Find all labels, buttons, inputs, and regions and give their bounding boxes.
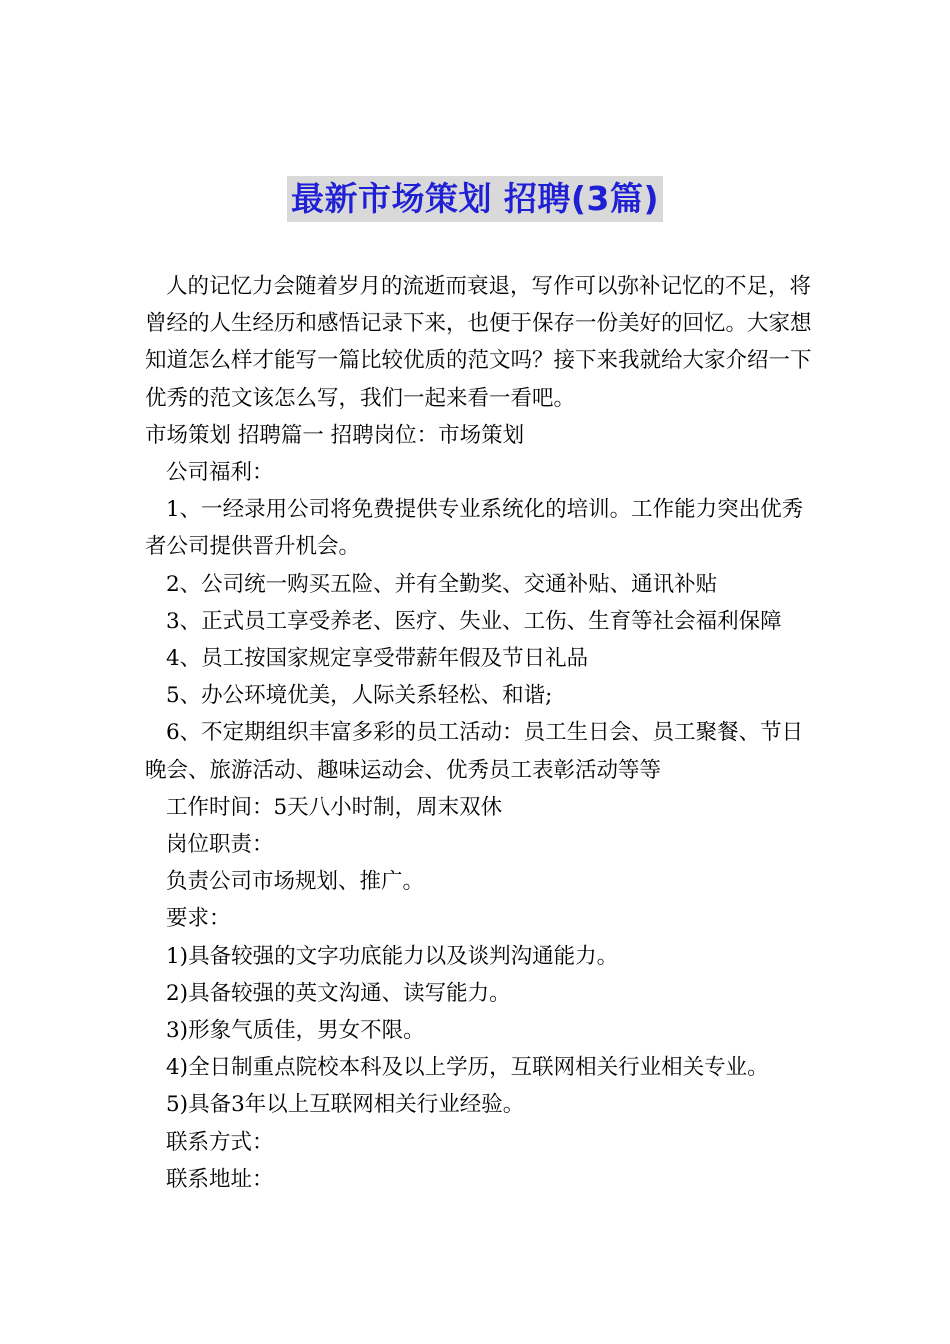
list-item-benefit-3: 3、正式员工享受养老、医疗、失业、工伤、生育等社会福利保障 (166, 608, 782, 634)
list-item-requirement-5: 5)具备3年以上互联网相关行业经验。 (166, 1092, 525, 1118)
paragraph-contact-address: 联系地址： (166, 1166, 274, 1192)
list-item-requirement-4: 4)全日制重点院校本科及以上学历，互联网相关行业相关专业。 (166, 1055, 769, 1081)
paragraph-benefits-label: 公司福利： (166, 460, 274, 486)
paragraph-work-hours: 工作时间：5天八小时制，周末双休 (166, 794, 503, 820)
list-item-benefit-1: 1、一经录用公司将免费提供专业系统化的培训。工作能力突出优秀者公司提供晋升机会。 (145, 497, 804, 560)
paragraph-duties-label: 岗位职责： (166, 832, 274, 858)
title-container (0, 176, 950, 222)
list-item-requirement-1: 1)具备较强的文字功底能力以及谈判沟通能力。 (166, 943, 619, 969)
list-item-benefit-6: 6、不定期组织丰富多彩的员工活动：员工生日会、员工聚餐、节日晚会、旅游活动、趣味运动会、优秀员工表彰活动等等 (145, 720, 804, 783)
paragraph-requirements-label: 要求： (166, 906, 231, 932)
document-title: 最新市场策划 招聘(3篇) (287, 176, 663, 222)
paragraph-contact-method: 联系方式： (166, 1129, 274, 1155)
paragraph-duties: 负责公司市场规划、推广。 (166, 869, 425, 895)
list-item-benefit-4: 4、员工按国家规定享受带薪年假及节日礼品 (166, 646, 589, 672)
paragraph-intro: 人的记忆力会随着岁月的流逝而衰退，写作可以弥补记忆的不足，将曾经的人生经历和感悟记录下来，也便于保存一份美好的回忆。大家想知道怎么样才能写一篇比较优质的范文吗？接下来我就给大家介绍一下优秀的范文该怎么写，我们一起来看一看吧。 (145, 274, 812, 411)
list-item-benefit-5: 5、办公环境优美，人际关系轻松、和谐; (166, 683, 553, 709)
list-item-benefit-2: 2、公司统一购买五险、并有全勤奖、交通补贴、通讯补贴 (166, 571, 718, 597)
paragraph-section-heading: 市场策划 招聘篇一 招聘岗位：市场策划 (145, 422, 525, 448)
document-body (145, 268, 820, 1198)
list-item-requirement-3: 3)形象气质佳，男女不限。 (166, 1018, 425, 1044)
list-item-requirement-2: 2)具备较强的英文沟通、读写能力。 (166, 980, 511, 1006)
